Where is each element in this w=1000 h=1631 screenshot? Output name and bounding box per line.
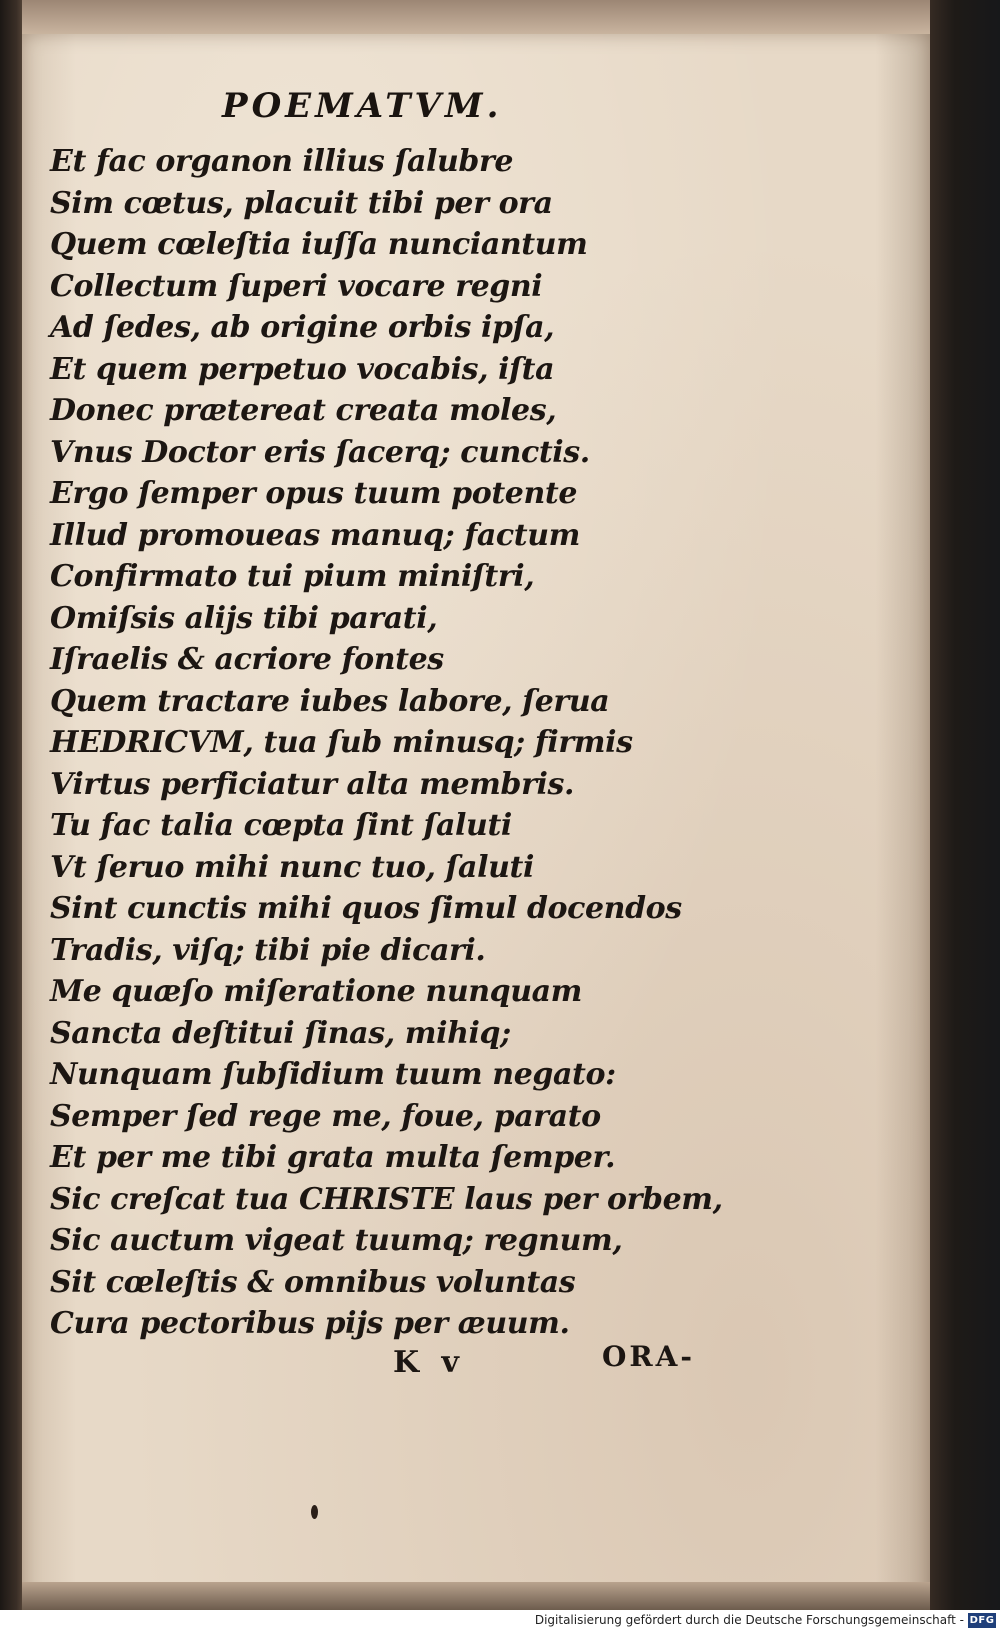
verse-line: Me quæſo miſeratione nunquam (50, 974, 583, 1009)
verse-line: Confirmato tui pium miniſtri, (50, 559, 535, 594)
verse-line: Et per me tibi grata multa ſemper. (50, 1140, 616, 1175)
page-bottom-edge (22, 1582, 930, 1610)
verse-line: Iſraelis & acriore fontes (50, 642, 444, 677)
verse-line: Illud promoueas manuq; factum (50, 517, 580, 553)
catchword: ORA- (602, 1340, 696, 1373)
running-head: POEMATVM. (222, 86, 503, 126)
signature-mark: K v (393, 1345, 465, 1380)
verse-line: Vnus Doctor eris ſacerq; cunctis. (50, 434, 590, 470)
verse-line: Ergo ſemper opus tuum potente (50, 476, 578, 511)
verse-line: Ad ſedes, ab origine orbis ipſa, (50, 310, 555, 345)
ink-blot (311, 1505, 318, 1519)
verse-line: Semper ſed rege me, foue, parato (50, 1098, 601, 1134)
verse-line: Sic creſcat tua CHRISTE laus per orbem, (50, 1181, 723, 1217)
dfg-logo: DFG (969, 1615, 995, 1626)
verse-line: Tradis, viſq; tibi pie dicari. (50, 932, 486, 968)
verse-line: Quem cœleſtia iuſſa nunciantum (50, 227, 588, 262)
verse-line: Cura pectoribus pijs per æuum. (50, 1306, 570, 1341)
verse-line: Sim cœtus, placuit tibi per ora (50, 185, 553, 221)
poem-text (50, 141, 723, 1345)
verse-line: Sic auctum vigeat tuumq; regnum, (50, 1223, 623, 1258)
verse-line: Donec prætereat creata moles, (50, 393, 557, 428)
verse-line: Tu fac talia cœpta ſint ſaluti (50, 808, 512, 843)
footer-credit: Digitalisierung gefördert durch die Deutsche Forschungsgemeinschaft - (534, 1613, 964, 1627)
verse-line: Nunquam ſubſidium tuum negato: (50, 1057, 616, 1092)
verse-line: Et fac organon illius ſalubre (50, 144, 514, 179)
verse-line: Sancta deſtitui ſinas, mihiq; (50, 1015, 511, 1051)
footer-bar (0, 1610, 1000, 1631)
verse-line: Et quem perpetuo vocabis, iſta (50, 351, 555, 387)
verse-line: Quem tractare iubes labore, ſerua (50, 683, 610, 719)
verse-line: Vt ſeruo mihi nunc tuo, ſaluti (50, 849, 534, 885)
verse-line: Omiſsis alijs tibi parati, (50, 600, 438, 636)
verse-line: Sint cunctis mihi quos ſimul docendos (50, 891, 682, 926)
verse-line: HEDRICVM, tua ſub minusq; firmis (50, 725, 633, 760)
page-top-edge (22, 0, 930, 34)
book-fore-edge (925, 0, 1000, 1610)
verse-line: Sit cœleſtis & omnibus voluntas (50, 1264, 576, 1300)
verse-line: Collectum ſuperi vocare regni (50, 268, 543, 304)
verse-line: Virtus perficiatur alta membris. (50, 766, 575, 802)
